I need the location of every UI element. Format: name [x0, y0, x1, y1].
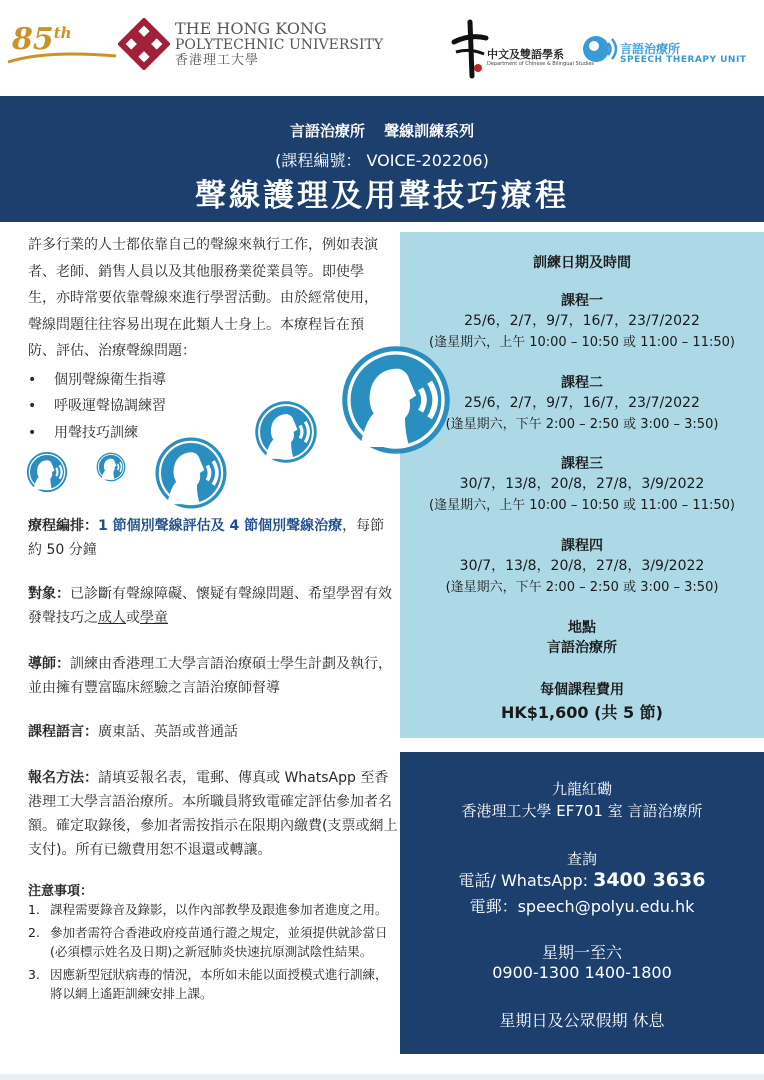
uni-name-line3: 香港理工大學: [175, 53, 260, 68]
course-name: 課程一: [561, 293, 603, 309]
unit-name: 言語治療所: [620, 42, 681, 56]
language-text: 廣東話、英語或普通話: [98, 724, 238, 740]
note-number: 3.: [28, 967, 40, 982]
contact-address: 香港理工大學 EF701 室 言語治療所: [461, 802, 703, 820]
registration-text: 請填妥報名表，電郵、傳真或 WhatsApp 至香港理工大學言語治療所。本所職員將致電確定評估參加者名額。確定取錄後，參加者需按指示在限期內繳費(支票或網上支付)。所有已繳費用恕不退還或轉讓。: [28, 770, 398, 858]
office-days: 星期一至六: [541, 943, 622, 962]
schedule-heading: 訓練日期及時間: [533, 255, 631, 271]
title-banner: [0, 96, 764, 222]
uni-name-line2: POLYTECHNIC UNIVERSITY: [175, 37, 384, 53]
office-hours: 0900-1300 1400-1800: [492, 963, 672, 982]
registration-section: [28, 766, 398, 862]
unit-name-en: SPEECH THERAPY UNIT: [620, 55, 747, 65]
target-text: 已診斷有聲線障礙、懷疑有聲線問題、希望學習有效發聲技巧之: [28, 586, 392, 626]
goal-item: • 呼吸運聲協調練習: [28, 393, 398, 420]
language-label: 課程語言：: [28, 724, 98, 740]
arrangement-highlight: 1 節個別聲線評估及 4 節個別聲線治療: [98, 518, 343, 534]
course-time: (逢星期六，下午 2:00 – 2:50 或 3:00 – 3:50): [445, 580, 719, 595]
course-name: 課程三: [561, 456, 603, 472]
note-text: 參加者需符合香港政府疫苗通行證之規定，並須提供就診當日(必須標示姓名及日期)之新冠肺炎快速抗原測試陰性結果。: [50, 925, 388, 959]
venue-value: 言語治療所: [547, 640, 617, 656]
uni-name-line1: THE HONG KONG: [175, 19, 327, 38]
page-title: 聲線護理及用聲技巧療程: [195, 178, 569, 214]
course-name: 課程四: [561, 538, 603, 554]
tutor-section: [28, 652, 398, 700]
course-dates: 25/6，2/7，9/7，16/7，23/7/2022: [464, 395, 700, 411]
contact-phone-line: [400, 868, 764, 891]
phone-label: 電話/ WhatsApp:: [458, 871, 594, 890]
contact-district: 九龍紅磡: [551, 780, 612, 798]
course-dates: 30/7，13/8，20/8，27/8，3/9/2022: [459, 476, 705, 492]
course-time: (逢星期六，上午 10:00 – 10:50 或 11:00 – 11:50): [429, 498, 735, 513]
course-dates: 30/7，13/8，20/8，27/8，3/9/2022: [459, 558, 705, 574]
note-number: 2.: [28, 925, 40, 940]
note-number: 1.: [28, 902, 40, 917]
arrangement-label: 療程編排：: [28, 518, 98, 534]
tutor-text: 訓練由香港理工大學言語治療碩士學生計劃及執行，並由擁有豐富臨床經驗之言語治療師督導: [28, 656, 392, 696]
university-name: [175, 20, 383, 69]
note-text: 課程需要錄音及錄影，以作內部教學及跟進參加者進度之用。: [50, 902, 388, 917]
goal-item: • 個別聲線衛生指導: [28, 367, 398, 394]
polyu-knot-logo-icon: [118, 18, 170, 70]
course-name: 課程二: [561, 375, 603, 391]
target-adult: 成人: [98, 610, 126, 626]
speaking-head-icon: [26, 451, 68, 493]
cbs-brush-logo-icon: [450, 18, 490, 80]
venue-label: 地點: [568, 620, 596, 636]
speaking-head-icon: [254, 400, 318, 464]
notes-list: [28, 900, 396, 1007]
language-section: [28, 720, 398, 744]
speaking-head-icon: [154, 436, 228, 510]
note-item: [28, 923, 396, 961]
speech-unit-logo-icon: [582, 34, 618, 64]
intro-paragraph: 許多行業的人士都依靠自己的聲線來執行工作，例如表演者、老師、銷售人員以及其他服務業從業員等。即使學生，亦時常要依靠聲線來進行學習活動。由於經常使用，聲線問題往往容易出現在此類人士身上。本療程旨在預防、評估、治療聲線問題：: [28, 237, 378, 359]
dept-name: 中文及雙語學系: [487, 48, 564, 61]
target-label: 對象：: [28, 586, 70, 602]
goal-item: • 用聲技巧訓練: [28, 420, 398, 447]
anniversary-swoosh-icon: [6, 52, 118, 66]
note-item: [28, 900, 396, 919]
course-time: (逢星期六，上午 10:00 – 10:50 或 11:00 – 11:50): [429, 335, 735, 350]
tutor-label: 導師：: [28, 656, 70, 672]
arrangement-text: ，每節約 50 分鐘: [28, 518, 385, 558]
course-time: (逢星期六，下午 2:00 – 2:50 或 3:00 – 3:50): [445, 417, 719, 432]
contact-email[interactable]: 電郵：speech@polyu.edu.hk: [469, 897, 695, 916]
footer-line: [0, 1074, 764, 1080]
target-or: 或: [126, 610, 140, 626]
page-header: [0, 0, 764, 96]
dept-name-en: Department of Chinese & Bilingual Studies: [487, 61, 595, 67]
note-text: 因應新型冠狀病毒的情況，本所如未能以面授模式進行訓練，將以網上遙距訓練安排上課。: [50, 967, 388, 1001]
target-student: 學童: [140, 610, 168, 626]
fee-value: HK$1,600 (共 5 節): [500, 703, 663, 722]
course-code: (課程編號： VOICE-202206): [275, 151, 489, 170]
notes-title: 注意事項：: [28, 884, 94, 899]
arrangement-section: [28, 514, 398, 562]
target-section: [28, 582, 398, 630]
fee-label: 每個課程費用: [540, 682, 624, 698]
registration-label: 報名方法：: [28, 770, 98, 786]
phone-number[interactable]: 3400 3636: [593, 869, 706, 891]
enquiry-label: 查詢: [566, 850, 597, 868]
anniversary-logo: 85th: [12, 22, 72, 57]
office-closed: 星期日及公眾假期 休息: [499, 1011, 665, 1030]
course-dates: 25/6，2/7，9/7，16/7，23/7/2022: [464, 313, 700, 329]
series-subtitle: 言語治療所 聲線訓練系列: [289, 122, 475, 140]
note-item: [28, 965, 396, 1003]
speaking-head-icon: [96, 452, 126, 482]
